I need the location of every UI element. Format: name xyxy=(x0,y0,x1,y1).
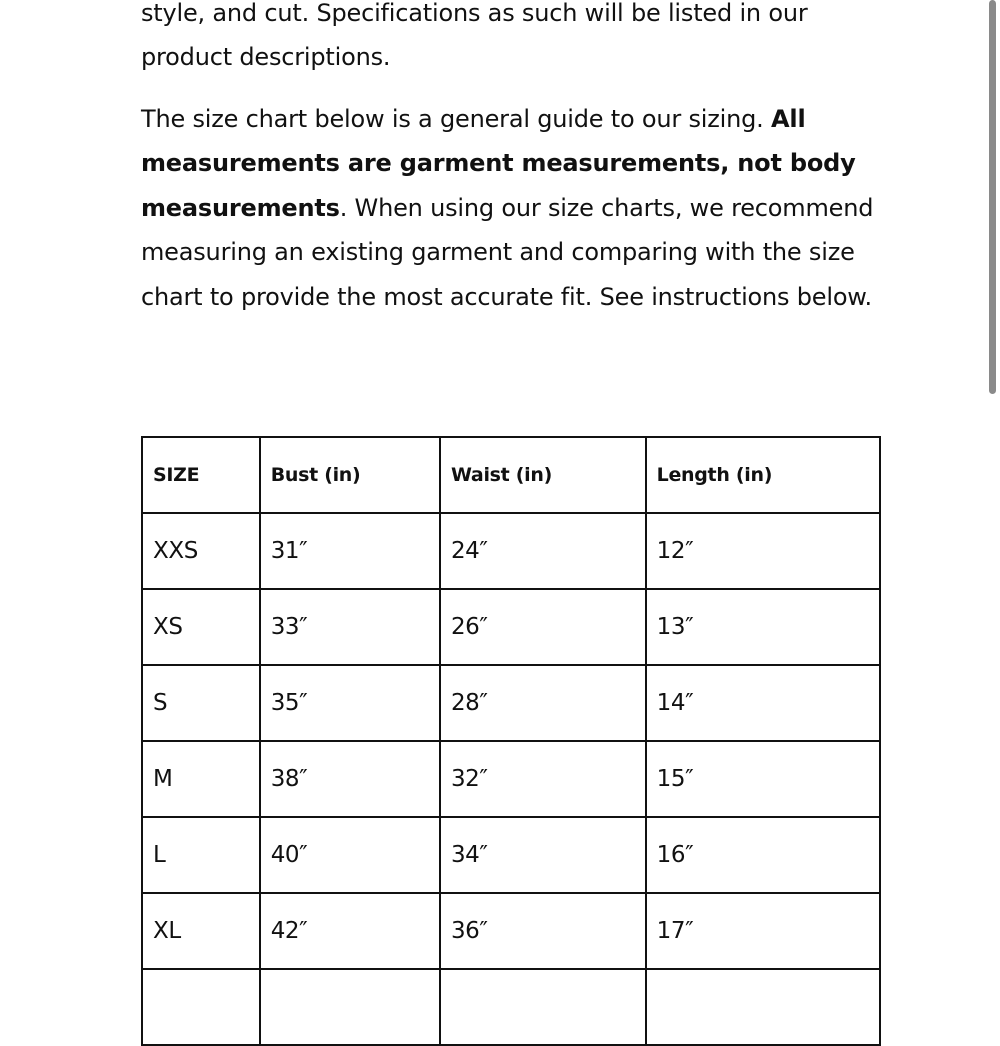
table-row xyxy=(142,589,880,665)
cell-waist: 28″ xyxy=(440,665,646,741)
cell-size: XL xyxy=(142,893,260,969)
header-waist: Waist (in) xyxy=(440,437,646,513)
size-chart-table xyxy=(141,436,881,1046)
cell-size: L xyxy=(142,817,260,893)
intro-text: style, and cut. Specifications as such will be listed in our product descriptions. xyxy=(141,0,808,72)
table-row xyxy=(142,741,880,817)
cell-size: XS xyxy=(142,589,260,665)
sizing-guide-paragraph xyxy=(141,97,881,319)
intro-paragraph xyxy=(141,0,881,80)
cell-size: M xyxy=(142,741,260,817)
table-header-row xyxy=(142,437,880,513)
cell-length: 16″ xyxy=(646,817,880,893)
cell-bust: 33″ xyxy=(260,589,440,665)
cell-bust: 40″ xyxy=(260,817,440,893)
header-bust: Bust (in) xyxy=(260,437,440,513)
cell-bust: 35″ xyxy=(260,665,440,741)
cell-size: XXS xyxy=(142,513,260,589)
cell-length: 12″ xyxy=(646,513,880,589)
vertical-scrollbar[interactable] xyxy=(989,0,996,394)
guide-text-emphasis: All measurements are garment measurements, not body measurements xyxy=(141,105,856,222)
cell-waist: 24″ xyxy=(440,513,646,589)
table-row xyxy=(142,665,880,741)
cell-bust: 42″ xyxy=(260,893,440,969)
table-row xyxy=(142,817,880,893)
header-length: Length (in) xyxy=(646,437,880,513)
cell-length: 15″ xyxy=(646,741,880,817)
cell-length: 14″ xyxy=(646,665,880,741)
cell-waist: 36″ xyxy=(440,893,646,969)
cell-bust: 31″ xyxy=(260,513,440,589)
cell-length: 13″ xyxy=(646,589,880,665)
table-row-partial xyxy=(142,969,880,1045)
cell-size: S xyxy=(142,665,260,741)
cell-length: 17″ xyxy=(646,893,880,969)
header-size: SIZE xyxy=(142,437,260,513)
guide-text-start: The size chart below is a general guide to our sizing. xyxy=(141,105,772,133)
table-row xyxy=(142,893,880,969)
cell-waist: 32″ xyxy=(440,741,646,817)
cell-bust: 38″ xyxy=(260,741,440,817)
guide-text-end: . When using our size charts, we recommend measuring an existing garment and comparing with the size chart to provide the most accurate fit. See instructions below. xyxy=(141,193,874,311)
cell-waist: 26″ xyxy=(440,589,646,665)
cell-waist: 34″ xyxy=(440,817,646,893)
table-row xyxy=(142,513,880,589)
